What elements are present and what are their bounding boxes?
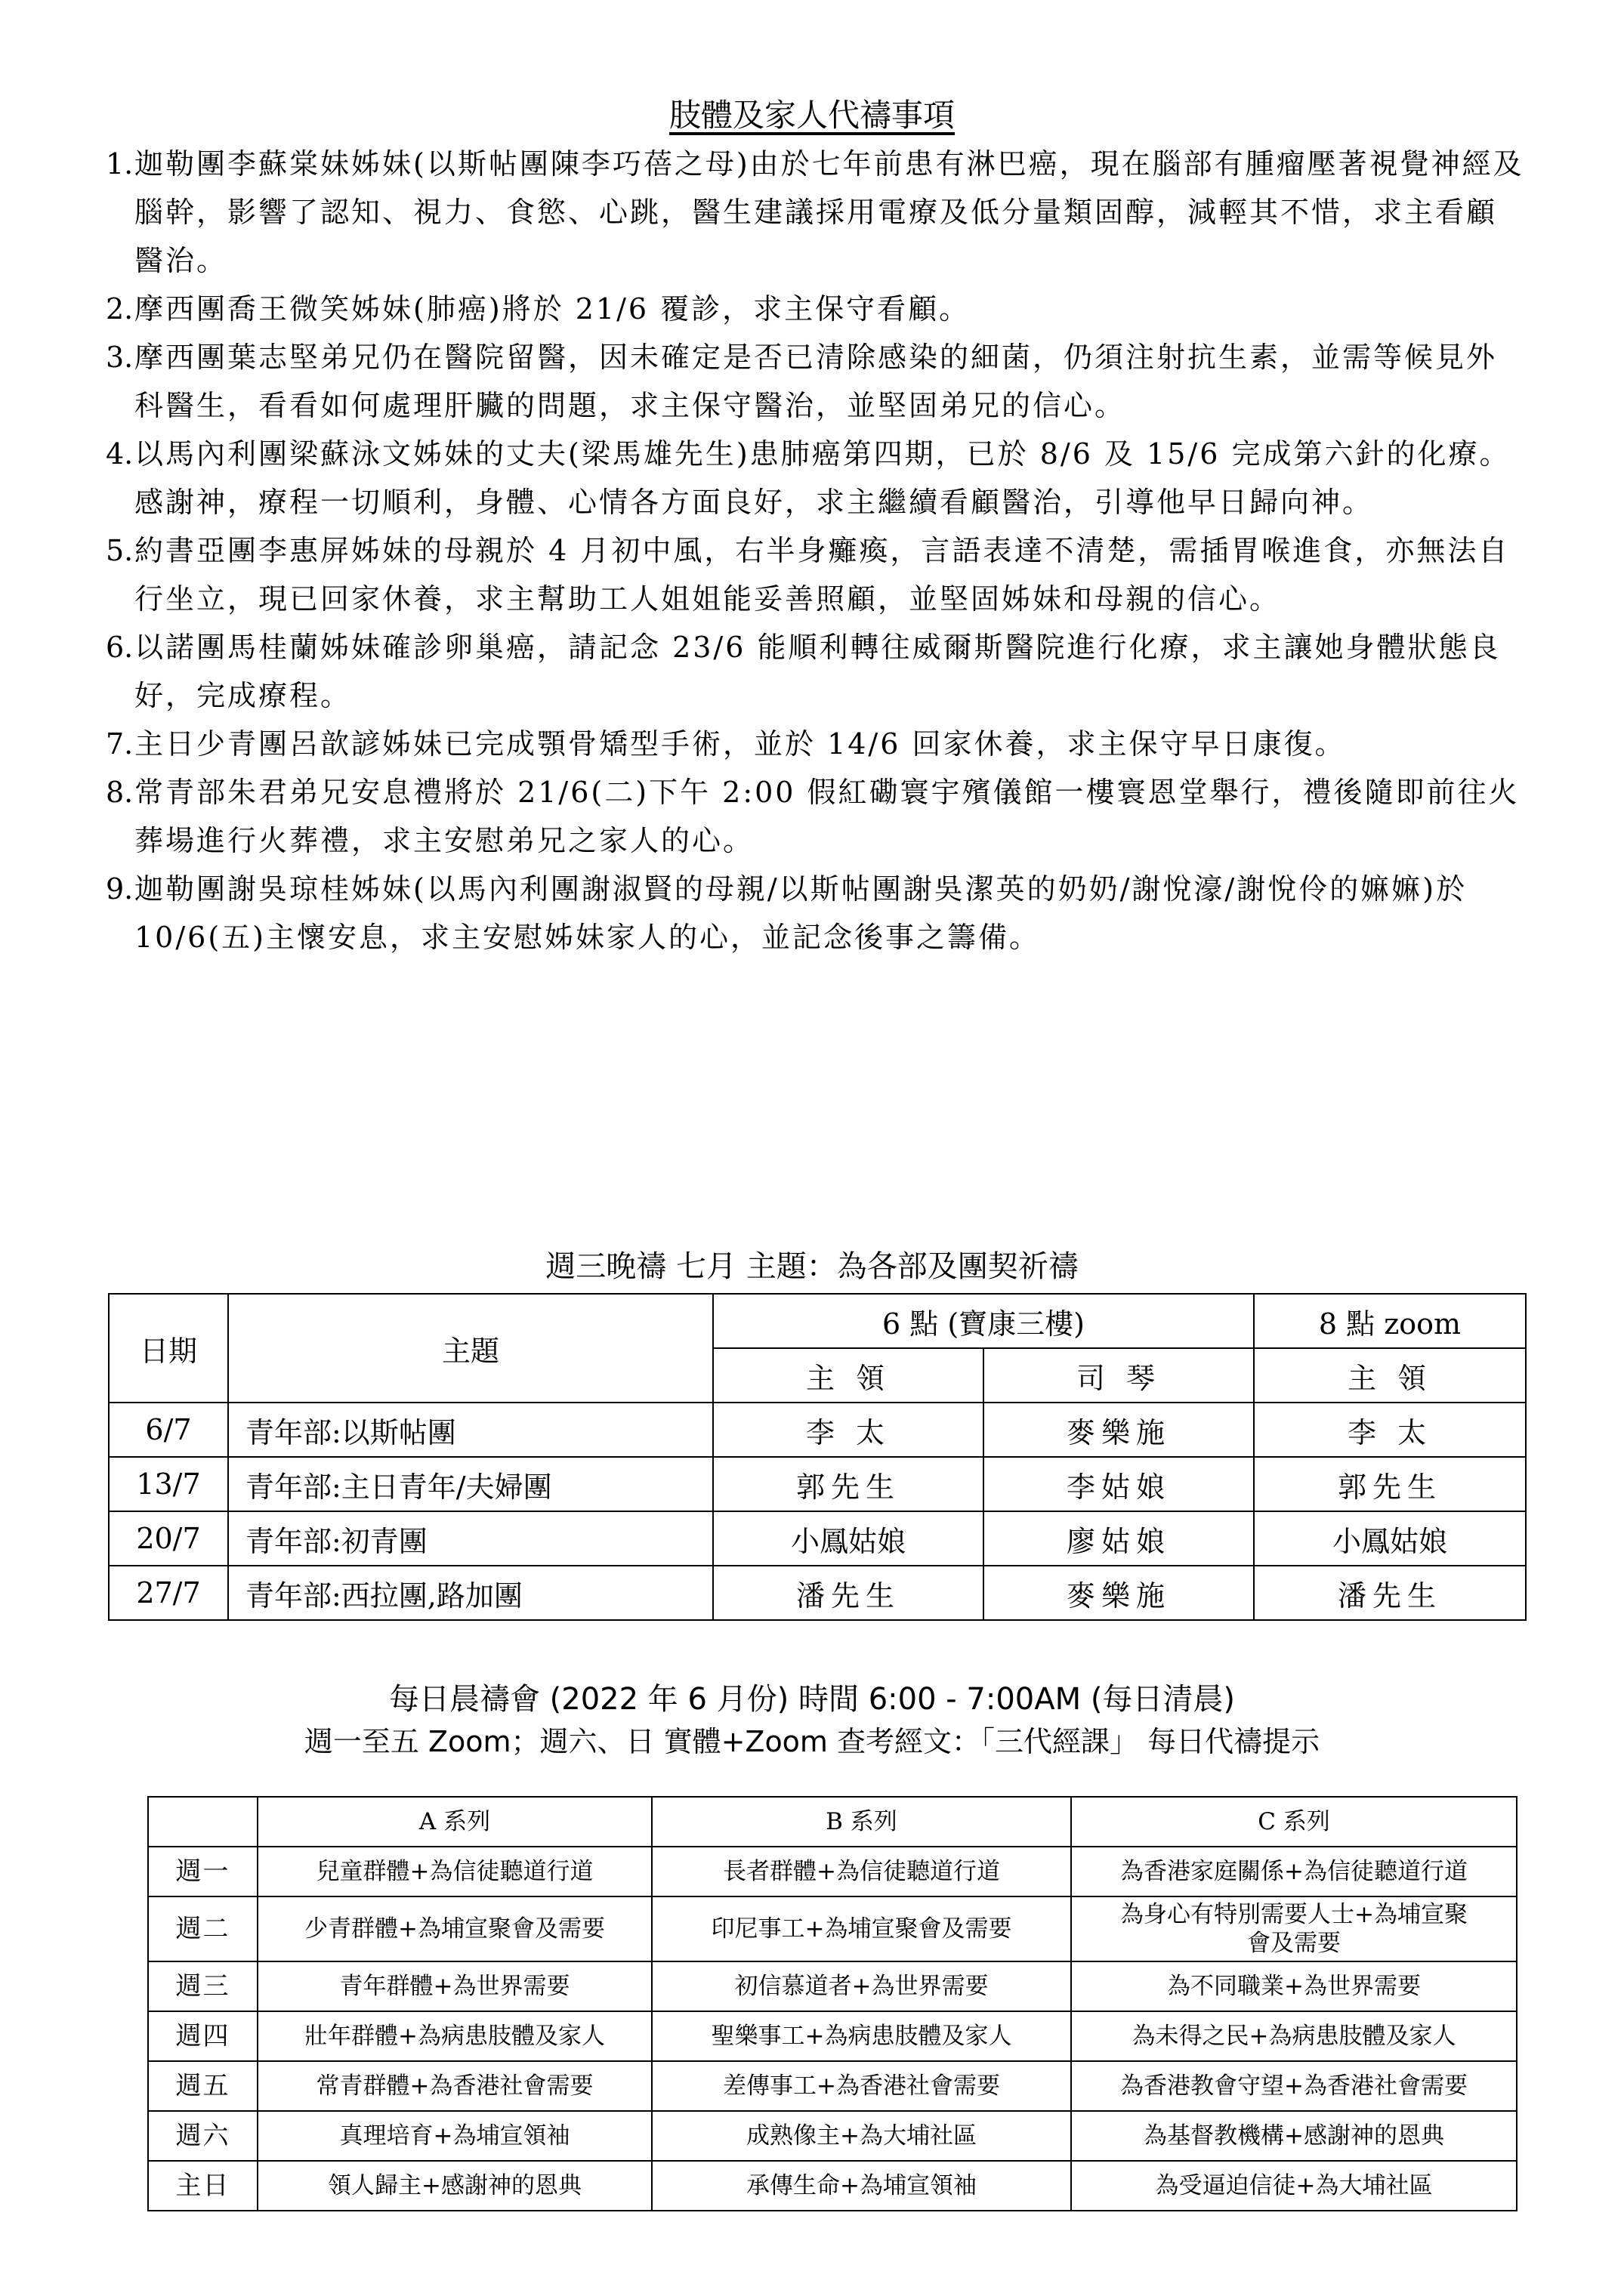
item-text: 迦勒團謝吳琼桂姊妹(以馬內利團謝淑賢的母親/以斯帖團謝吳潔英的奶奶/謝悅濠/謝悅伶的嫲嫲)於 10/6(五)主懷安息，求主安慰姊妹家人的心，並記念後事之籌備。 <box>134 872 1468 954</box>
prayer-item <box>106 430 1526 526</box>
day-cell: 週一 <box>148 1847 258 1896</box>
zoom-lead-cell: 李 太 <box>1254 1403 1526 1457</box>
topic-cell: 青年部:主日青年/夫婦團 <box>228 1457 713 1511</box>
series-a-cell: 兒童群體+為信徒聽道行道 <box>258 1847 652 1896</box>
piano-cell: 廖姑娘 <box>983 1511 1254 1566</box>
table-row <box>148 2111 1517 2161</box>
header-date: 日期 <box>109 1294 228 1403</box>
table-row <box>148 1896 1517 1961</box>
morning-prayer-title: 每日晨禱會 (2022 年 6 月份) 時間 6:00 - 7:00AM (每日清晨) <box>388 1682 1236 1717</box>
series-c-cell: 為身心有特別需要人士+為埔宣聚會及需要 <box>1071 1896 1517 1961</box>
date-cell: 13/7 <box>109 1457 228 1511</box>
series-a-cell: 真理培育+為埔宣領袖 <box>258 2111 652 2161</box>
series-b-cell: 印尼事工+為埔宣聚會及需要 <box>652 1896 1071 1961</box>
item-number: 6. <box>106 631 134 664</box>
series-a-cell: 壯年群體+為病患肢體及家人 <box>258 2011 652 2061</box>
topic-cell: 青年部:以斯帖團 <box>228 1403 713 1457</box>
date-cell: 20/7 <box>109 1511 228 1566</box>
item-text: 摩西團喬王微笑姊妹(肺癌)將於 21/6 覆診，求主保守看顧。 <box>134 292 971 326</box>
table-row <box>148 1961 1517 2011</box>
item-text: 常青部朱君弟兄安息禮將於 21/6(二)下午 2:00 假紅磡寰宇殯儀館一樓寰恩堂舉行，禮後隨即前往火葬場進行火葬禮，求主安慰弟兄之家人的心。 <box>134 776 1520 857</box>
item-number: 9. <box>106 872 134 906</box>
lead-cell: 潘先生 <box>713 1566 983 1620</box>
item-text: 以馬內利團梁蘇泳文姊妹的丈夫(梁馬雄先生)患肺癌第四期，已於 8/6 及 15/6 完成第六針的化療。感謝神，療程一切順利，身體、心情各方面良好，求主繼續看顧醫治，引導他早日歸向神。 <box>134 437 1511 519</box>
series-c-cell: 為香港教會守望+為香港社會需要 <box>1071 2061 1517 2111</box>
day-cell: 週五 <box>148 2061 258 2111</box>
item-text: 迦勒團李蘇棠妹姊妹(以斯帖團陳李巧蓓之母)由於七年前患有淋巴癌，現在腦部有腫瘤壓著視覺神經及腦幹，影響了認知、視力、食慾、心跳，醫生建議採用電療及低分量類固醇，減輕其不惜，求主看顧醫治。 <box>134 147 1524 277</box>
item-number: 1. <box>106 147 134 181</box>
table-row <box>109 1566 1526 1620</box>
series-b-cell: 成熟像主+為大埔社區 <box>652 2111 1071 2161</box>
table-header-row <box>109 1294 1526 1348</box>
item-number: 3. <box>106 341 134 374</box>
series-c-cell: 為基督教機構+感謝神的恩典 <box>1071 2111 1517 2161</box>
prayer-item <box>106 768 1526 865</box>
item-number: 4. <box>106 437 134 471</box>
prayer-section-title: 肢體及家人代禱事項 <box>668 97 955 134</box>
day-cell: 週二 <box>148 1896 258 1961</box>
date-cell: 27/7 <box>109 1566 228 1620</box>
series-b-cell: 長者群體+為信徒聽道行道 <box>652 1847 1071 1896</box>
table-row <box>109 1457 1526 1511</box>
prayer-item-list <box>106 140 1526 961</box>
day-cell: 主日 <box>148 2161 258 2211</box>
series-c-cell: 為香港家庭關係+為信徒聽道行道 <box>1071 1847 1517 1896</box>
item-number: 2. <box>106 292 134 326</box>
table-row <box>109 1511 1526 1566</box>
series-c-cell: 為受逼迫信徒+為大埔社區 <box>1071 2161 1517 2211</box>
date-cell: 6/7 <box>109 1403 228 1457</box>
series-b-cell: 承傳生命+為埔宣領袖 <box>652 2161 1071 2211</box>
series-a-cell: 青年群體+為世界需要 <box>258 1961 652 2011</box>
series-b-cell: 聖樂事工+為病患肢體及家人 <box>652 2011 1071 2061</box>
day-cell: 週三 <box>148 1961 258 2011</box>
header-blank <box>148 1797 258 1847</box>
zoom-lead-cell: 郭先生 <box>1254 1457 1526 1511</box>
piano-cell: 麥樂施 <box>983 1403 1254 1457</box>
series-a-cell: 常青群體+為香港社會需要 <box>258 2061 652 2111</box>
series-a-cell: 領人歸主+感謝神的恩典 <box>258 2161 652 2211</box>
item-number: 7. <box>106 727 134 761</box>
header-6pm-group: 6 點 (寶康三樓) <box>713 1294 1254 1348</box>
daily-prayer-table <box>147 1796 1517 2211</box>
day-cell: 週四 <box>148 2011 258 2061</box>
prayer-item <box>106 623 1526 720</box>
prayer-item <box>106 285 1526 333</box>
prayer-item <box>106 526 1526 623</box>
prayer-item <box>106 720 1526 768</box>
topic-cell: 青年部:初青團 <box>228 1511 713 1566</box>
wednesday-prayer-title: 週三晚禱 七月 主題：為各部及團契祈禱 <box>545 1249 1079 1284</box>
topic-cell: 青年部:西拉團,路加團 <box>228 1566 713 1620</box>
series-c-cell: 為未得之民+為病患肢體及家人 <box>1071 2011 1517 2061</box>
zoom-lead-cell: 潘先生 <box>1254 1566 1526 1620</box>
item-text: 約書亞團李惠屏姊妹的母親於 4 月初中風，右半身癱瘓，言語表達不清楚，需插胃喉進食，亦無法自行坐立，現已回家休養，求主幫助工人姐姐能妥善照顧，並堅固姊妹和母親的信心。 <box>134 534 1510 616</box>
header-8pm-zoom: 8 點 zoom <box>1254 1294 1526 1348</box>
prayer-item <box>106 140 1526 285</box>
header-lead: 主 領 <box>713 1348 983 1403</box>
table-header-row <box>148 1797 1517 1847</box>
zoom-lead-cell: 小鳳姑娘 <box>1254 1511 1526 1566</box>
header-series-b: B 系列 <box>652 1797 1071 1847</box>
lead-cell: 李 太 <box>713 1403 983 1457</box>
header-topic: 主題 <box>228 1294 713 1403</box>
item-number: 5. <box>106 534 134 567</box>
header-lead-zoom: 主 領 <box>1254 1348 1526 1403</box>
series-b-cell: 差傳事工+為香港社會需要 <box>652 2061 1071 2111</box>
header-piano: 司 琴 <box>983 1348 1254 1403</box>
lead-cell: 小鳳姑娘 <box>713 1511 983 1566</box>
wednesday-prayer-table <box>108 1293 1527 1621</box>
day-cell: 週六 <box>148 2111 258 2161</box>
morning-prayer-subtitle: 週一至五 Zoom；週六、日 實體+Zoom 查考經文：「三代經課」 每日代禱提示 <box>304 1725 1320 1758</box>
piano-cell: 李姑娘 <box>983 1457 1254 1511</box>
prayer-item <box>106 333 1526 430</box>
lead-cell: 郭先生 <box>713 1457 983 1511</box>
piano-cell: 麥樂施 <box>983 1566 1254 1620</box>
table-row <box>148 2061 1517 2111</box>
series-b-cell: 初信慕道者+為世界需要 <box>652 1961 1071 2011</box>
item-number: 8. <box>106 776 134 809</box>
item-text: 以諾團馬桂蘭姊妹確診卵巢癌，請記念 23/6 能順利轉往威爾斯醫院進行化療，求主讓她身體狀態良好，完成療程。 <box>134 631 1501 712</box>
table-row <box>148 2011 1517 2061</box>
series-a-cell: 少青群體+為埔宣聚會及需要 <box>258 1896 652 1961</box>
series-c-cell: 為不同職業+為世界需要 <box>1071 1961 1517 2011</box>
item-text: 摩西團葉志堅弟兄仍在醫院留醫，因未確定是否已清除感染的細菌，仍須注射抗生素，並需等候見外科醫生，看看如何處理肝臟的問題，求主保守醫治，並堅固弟兄的信心。 <box>134 341 1498 422</box>
table-row <box>109 1403 1526 1457</box>
prayer-item <box>106 865 1526 961</box>
table-row <box>148 2161 1517 2211</box>
table-row <box>148 1847 1517 1896</box>
header-series-c: C 系列 <box>1071 1797 1517 1847</box>
item-text: 主日少青團呂歆諺姊妹已完成顎骨矯型手術，並於 14/6 回家休養，求主保守早日康復。 <box>134 727 1346 761</box>
header-series-a: A 系列 <box>258 1797 652 1847</box>
